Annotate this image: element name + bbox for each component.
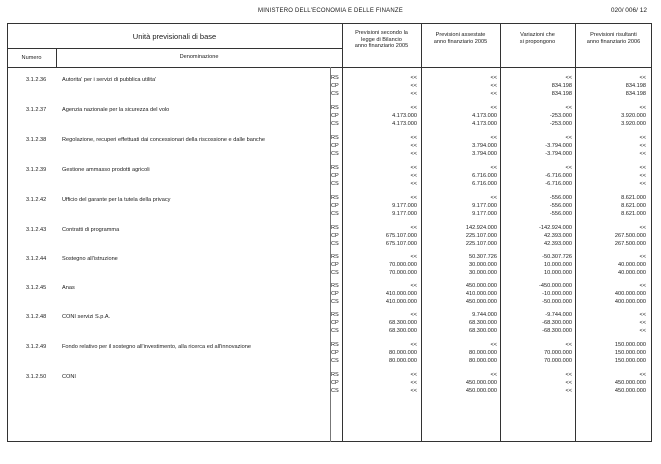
row-value-c4: << [639, 254, 646, 260]
row-value-c3: << [565, 380, 572, 386]
row-value-c2: 80.000.000 [469, 350, 497, 356]
row-value-c3: 834.198 [551, 91, 572, 97]
row-value-c1: 675.107.000 [385, 241, 417, 247]
row-value-c4: << [639, 143, 646, 149]
row-denominazione: Ufficio del garante per la tutela della privacy [62, 197, 171, 203]
upb-group-title: Unità previsionali di base [132, 32, 217, 41]
row-value-c1: << [410, 195, 417, 201]
row-denominazione: Agenzia nazionale per la sicurezza del volo [62, 107, 170, 113]
row-value-c1: << [410, 372, 417, 378]
row-value-c4: << [639, 372, 646, 378]
row-value-c3: -450.000.000 [539, 283, 572, 289]
row-value-c4: 267.500.000 [614, 233, 646, 239]
row-value-c3: << [565, 135, 572, 141]
row-numero: 3.1.2.38 [26, 137, 47, 143]
row-value-c3: 70.000.000 [544, 350, 572, 356]
row-numero: 3.1.2.49 [26, 344, 47, 350]
row-value-c3: -6.716.000 [545, 181, 572, 187]
row-numero: 3.1.2.45 [26, 285, 47, 291]
row-denominazione: CONI [62, 374, 76, 380]
row-value-c2: << [490, 342, 497, 348]
row-value-c2: 3.794.000 [472, 151, 497, 157]
row-kind: RS [331, 283, 339, 289]
row-value-c4: 3.920.000 [621, 121, 646, 127]
page-code: 020/ 006/ 12 [610, 7, 647, 14]
row-value-c4: 834.198 [625, 83, 646, 89]
row-kind: CS [331, 181, 339, 187]
row-value-c2: 50.307.726 [469, 254, 497, 260]
row-kind: CP [331, 233, 339, 239]
col-header-numero: Numero [21, 55, 42, 61]
col1-line1: Previsioni secondo la [355, 30, 408, 36]
table-row [0, 224, 661, 248]
row-value-c2: << [490, 195, 497, 201]
row-numero: 3.1.2.50 [26, 374, 47, 380]
col2-line2: anno finanziario 2005 [433, 38, 488, 45]
row-value-c1: << [410, 380, 417, 386]
row-value-c4: << [639, 173, 646, 179]
row-value-c3: -68.300.000 [542, 328, 572, 334]
row-value-c4: 150.000.000 [614, 358, 646, 364]
row-value-c4: << [639, 135, 646, 141]
row-numero: 3.1.2.43 [26, 227, 47, 233]
row-numero: 3.1.2.42 [26, 197, 47, 203]
row-value-c3: 10.000.000 [544, 262, 572, 268]
row-value-c2: 68.300.000 [469, 320, 497, 326]
row-value-c1: 80.000.000 [389, 358, 417, 364]
row-denominazione: Anas [62, 285, 75, 291]
row-value-c1: << [410, 83, 417, 89]
row-value-c3: 42.393.000 [544, 241, 572, 247]
row-value-c2: 6.716.000 [472, 181, 497, 187]
row-value-c2: 30.000.000 [469, 270, 497, 276]
row-value-c2: << [490, 105, 497, 111]
row-kind: RS [331, 75, 339, 81]
row-value-c2: 410.000.000 [465, 291, 497, 297]
row-denominazione: Gestione ammasso prodotti agricoli [62, 167, 150, 173]
row-value-c4: << [639, 165, 646, 171]
row-value-c3: << [565, 342, 572, 348]
row-value-c3: << [565, 165, 572, 171]
row-kind: CP [331, 203, 339, 209]
row-kind: CP [331, 380, 339, 386]
row-value-c2: << [490, 135, 497, 141]
row-denominazione: CONI servizi S.p.A. [62, 314, 111, 320]
row-value-c1: << [410, 283, 417, 289]
row-value-c1: 4.173.000 [392, 113, 417, 119]
row-value-c2: << [490, 75, 497, 81]
row-value-c2: 9.744.000 [472, 312, 497, 318]
row-kind: CS [331, 299, 339, 305]
row-value-c1: << [410, 225, 417, 231]
row-value-c4: 150.000.000 [614, 350, 646, 356]
row-value-c4: 40.000.000 [618, 270, 646, 276]
row-value-c4: 3.920.000 [621, 113, 646, 119]
row-value-c1: 410.000.000 [385, 299, 417, 305]
row-value-c3: -556.000 [549, 211, 572, 217]
row-value-c1: << [410, 173, 417, 179]
row-kind: RS [331, 372, 339, 378]
table-row [0, 194, 661, 218]
col1-line3: anno finanziario 2005 [354, 43, 409, 50]
row-value-c3: -6.716.000 [545, 173, 572, 179]
row-numero: 3.1.2.37 [26, 107, 47, 113]
row-value-c2: 225.107.000 [465, 241, 497, 247]
row-value-c4: << [639, 328, 646, 334]
row-kind: RS [331, 342, 339, 348]
row-value-c2: << [490, 372, 497, 378]
row-kind: RS [331, 254, 339, 260]
row-kind: CP [331, 320, 339, 326]
row-value-c1: 675.107.000 [385, 233, 417, 239]
row-value-c2: 4.173.000 [472, 121, 497, 127]
row-value-c4: << [639, 225, 646, 231]
row-value-c3: 42.393.000 [544, 233, 572, 239]
row-value-c1: 4.173.000 [392, 121, 417, 127]
row-value-c3: -10.000.000 [542, 291, 572, 297]
row-kind: CP [331, 83, 339, 89]
row-value-c2: 6.716.000 [472, 173, 497, 179]
row-kind: RS [331, 165, 339, 171]
row-value-c2: 30.000.000 [469, 262, 497, 268]
row-value-c2: 450.000.000 [465, 388, 497, 394]
header-divider [7, 48, 342, 49]
row-value-c2: 68.300.000 [469, 328, 497, 334]
row-kind: RS [331, 312, 339, 318]
row-value-c1: 410.000.000 [385, 291, 417, 297]
col1-line2: legge di Bilancio [361, 36, 402, 43]
row-value-c1: 68.300.000 [389, 320, 417, 326]
row-value-c4: 400.000.000 [614, 291, 646, 297]
row-value-c1: 9.177.000 [392, 211, 417, 217]
row-denominazione: Autorita' per i servizi di pubblica utilita' [62, 77, 157, 83]
row-kind: CP [331, 113, 339, 119]
row-numero: 3.1.2.48 [26, 314, 47, 320]
table-row [0, 311, 661, 335]
row-value-c4: << [639, 151, 646, 157]
col3-line2: si propongono [519, 38, 556, 45]
row-kind: CS [331, 91, 339, 97]
table-row [0, 164, 661, 188]
row-kind: CS [331, 121, 339, 127]
row-value-c4: 450.000.000 [614, 380, 646, 386]
row-denominazione: Fondo relativo per il sostegno all'investimento, alla ricerca ed all'innovazione [62, 344, 252, 350]
row-value-c1: 70.000.000 [389, 270, 417, 276]
row-value-c3: -142.924.000 [539, 225, 572, 231]
row-denominazione: Sostegno all'istruzione [62, 256, 118, 262]
row-kind: CP [331, 143, 339, 149]
row-value-c3: << [565, 372, 572, 378]
col-header-previsioni-bilancio [342, 30, 421, 50]
row-value-c1: 70.000.000 [389, 262, 417, 268]
table-row [0, 253, 661, 277]
row-value-c2: 80.000.000 [469, 358, 497, 364]
row-value-c1: 9.177.000 [392, 203, 417, 209]
row-value-c3: << [565, 388, 572, 394]
row-value-c1: 80.000.000 [389, 350, 417, 356]
row-value-c1: << [410, 75, 417, 81]
row-value-c2: 142.924.000 [465, 225, 497, 231]
row-value-c3: 10.000.000 [544, 270, 572, 276]
row-kind: CP [331, 262, 339, 268]
row-value-c3: -253.000 [549, 121, 572, 127]
row-value-c2: 9.177.000 [472, 211, 497, 217]
row-value-c4: << [639, 320, 646, 326]
row-value-c4: 450.000.000 [614, 388, 646, 394]
row-value-c4: << [639, 75, 646, 81]
col-header-variazioni [500, 32, 575, 45]
row-value-c3: -9.744.000 [545, 312, 572, 318]
row-value-c3: << [565, 105, 572, 111]
row-numero: 3.1.2.39 [26, 167, 47, 173]
row-value-c4: << [639, 283, 646, 289]
row-value-c2: 450.000.000 [465, 299, 497, 305]
row-value-c3: -3.794.000 [545, 143, 572, 149]
row-value-c1: << [410, 135, 417, 141]
row-value-c4: 150.000.000 [614, 342, 646, 348]
row-kind: RS [331, 135, 339, 141]
row-value-c1: << [410, 91, 417, 97]
row-value-c1: << [410, 151, 417, 157]
row-value-c2: << [490, 83, 497, 89]
row-value-c3: -556.000 [549, 195, 572, 201]
ministry-title: MINISTERO DELL'ECONOMIA E DELLE FINANZE [258, 8, 403, 14]
row-kind: CP [331, 350, 339, 356]
row-value-c4: << [639, 312, 646, 318]
row-value-c4: << [639, 105, 646, 111]
col-header-previsioni-risultanti [575, 32, 652, 45]
row-value-c3: -50.307.726 [542, 254, 572, 260]
row-value-c3: 70.000.000 [544, 358, 572, 364]
row-kind: CS [331, 328, 339, 334]
row-value-c2: 450.000.000 [465, 380, 497, 386]
row-value-c3: -253.000 [549, 113, 572, 119]
row-value-c3: -68.300.000 [542, 320, 572, 326]
row-kind: CS [331, 358, 339, 364]
row-denominazione: Contratti di programma [62, 227, 120, 233]
col2-line1: Previsioni assestate [435, 32, 486, 38]
row-kind: CP [331, 291, 339, 297]
row-denominazione: Regolazione, recuperi effettuati dai concessionari della riscossione e dalle banche [62, 137, 265, 143]
row-value-c1: << [410, 165, 417, 171]
row-value-c2: 450.000.000 [465, 283, 497, 289]
row-value-c1: << [410, 143, 417, 149]
row-value-c3: -50.000.000 [542, 299, 572, 305]
row-value-c1: 68.300.000 [389, 328, 417, 334]
col4-line2: anno finanziario 2006 [586, 38, 641, 45]
row-value-c2: 4.173.000 [472, 113, 497, 119]
row-kind: CS [331, 211, 339, 217]
row-kind: CS [331, 151, 339, 157]
row-value-c3: -556.000 [549, 203, 572, 209]
row-value-c3: -3.794.000 [545, 151, 572, 157]
row-value-c2: << [490, 165, 497, 171]
row-value-c1: << [410, 254, 417, 260]
row-kind: RS [331, 195, 339, 201]
table-row [0, 104, 661, 128]
row-kind: CS [331, 388, 339, 394]
row-value-c1: << [410, 388, 417, 394]
row-value-c1: << [410, 342, 417, 348]
row-value-c2: 225.107.000 [465, 233, 497, 239]
row-value-c4: 8.621.000 [621, 195, 646, 201]
row-value-c1: << [410, 105, 417, 111]
row-value-c4: 834.198 [625, 91, 646, 97]
row-kind: RS [331, 225, 339, 231]
col-header-denominazione: Denominazione [179, 54, 219, 60]
row-kind: RS [331, 105, 339, 111]
table-row [0, 134, 661, 158]
row-kind: CS [331, 270, 339, 276]
col3-line1: Variazioni che [520, 32, 555, 38]
row-value-c4: 400.000.000 [614, 299, 646, 305]
row-value-c4: 267.500.000 [614, 241, 646, 247]
row-numero: 3.1.2.36 [26, 77, 47, 83]
table-row [0, 371, 661, 395]
row-value-c2: << [490, 91, 497, 97]
row-value-c2: 3.794.000 [472, 143, 497, 149]
row-value-c1: << [410, 181, 417, 187]
table-row [0, 341, 661, 365]
row-value-c4: 8.621.000 [621, 203, 646, 209]
row-kind: CP [331, 173, 339, 179]
table-row [0, 74, 661, 98]
row-value-c1: << [410, 312, 417, 318]
row-numero: 3.1.2.44 [26, 256, 47, 262]
row-value-c2: 9.177.000 [472, 203, 497, 209]
row-value-c4: << [639, 181, 646, 187]
row-value-c4: 40.000.000 [618, 262, 646, 268]
col-header-previsioni-assestate [421, 32, 500, 45]
table-row [0, 282, 661, 306]
row-kind: CS [331, 241, 339, 247]
col4-line1: Previsioni risultanti [590, 32, 637, 38]
row-value-c3: 834.198 [551, 83, 572, 89]
row-value-c3: << [565, 75, 572, 81]
row-value-c4: 8.621.000 [621, 211, 646, 217]
